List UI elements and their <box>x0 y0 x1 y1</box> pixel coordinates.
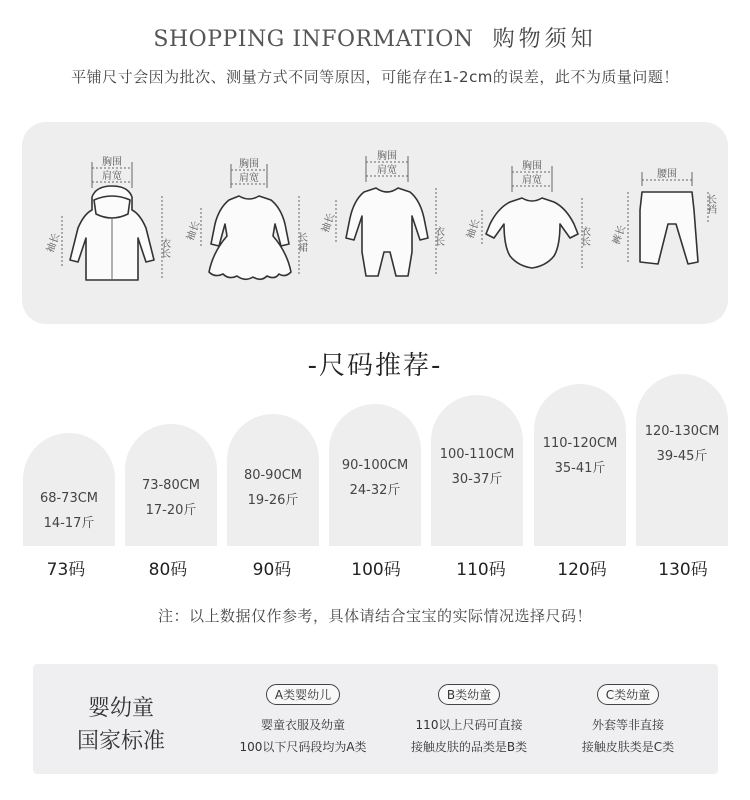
size-weight: 30-37斤 <box>451 471 503 487</box>
size-weight: 39-45斤 <box>656 448 708 464</box>
length-label: 衣长 <box>578 226 590 246</box>
class-a-badge: A类婴幼儿 <box>266 684 340 705</box>
class-a-line2: 100以下尺码段均为A类 <box>239 739 367 754</box>
size-card-90 <box>227 414 319 546</box>
class-a-column <box>228 684 378 758</box>
size-code: 130码 <box>658 560 708 580</box>
size-height: 110-120CM <box>542 436 618 451</box>
length-label: 衣长 <box>432 226 444 246</box>
class-c-line1: 外套等非直接 <box>591 718 664 732</box>
standard-heading <box>77 692 165 758</box>
size-height: 80-90CM <box>243 468 303 483</box>
size-card-120 <box>534 384 626 546</box>
size-footnote: 注：以上数据仅作参考，具体请结合宝宝的实际情况选择尺码！ <box>157 607 592 625</box>
shoulder-label: 肩宽 <box>102 171 122 182</box>
sleeve-label: 袖长 <box>185 219 203 243</box>
romper-diagram <box>322 152 447 302</box>
chest-label: 胸围 <box>102 157 122 168</box>
size-height: 73-80CM <box>141 478 201 493</box>
size-height: 90-100CM <box>341 458 409 473</box>
class-b-line1: 110以上尺码可直接 <box>415 718 523 732</box>
length-label: 衣长 <box>158 238 170 258</box>
standard-heading-line1: 婴幼童 <box>88 696 155 721</box>
size-code: 120码 <box>557 560 607 580</box>
size-recommendation-title: -尺码推荐- <box>307 351 443 381</box>
size-card-73 <box>23 433 115 546</box>
measurement-notice: 平铺尺寸会因为批次、测量方式不同等原因，可能存在1-2cm的误差，此不为质量问题！ <box>71 68 679 86</box>
chest-label: 胸围 <box>377 151 397 162</box>
size-card-130 <box>636 374 728 546</box>
chest-label: 胸围 <box>239 159 259 170</box>
bodysuit-diagram <box>462 152 592 302</box>
size-height: 120-130CM <box>644 424 720 439</box>
class-b-column <box>394 684 544 758</box>
measurement-diagram-panel <box>22 122 728 324</box>
chest-label: 胸围 <box>522 161 542 172</box>
size-code: 80码 <box>148 560 188 580</box>
sleeve-label: 袖长 <box>465 217 483 241</box>
class-a-line1: 婴童衣服及幼童 <box>260 718 345 732</box>
sleeve-label: 袖长 <box>320 211 338 235</box>
size-height: 100-110CM <box>439 447 515 462</box>
pants-diagram <box>612 152 717 302</box>
class-c-badge: C类幼童 <box>597 684 659 705</box>
class-a-description <box>228 715 378 758</box>
size-card-80 <box>125 424 217 546</box>
class-b-badge: B类幼童 <box>438 684 500 705</box>
size-card-100 <box>329 404 421 546</box>
size-card-110 <box>431 395 523 546</box>
dress-diagram <box>187 152 307 302</box>
title-english: SHOPPING INFORMATION <box>153 27 474 52</box>
sleeve-label: 袖长 <box>45 231 63 255</box>
class-c-line2: 接触皮肤类是C类 <box>581 739 675 754</box>
size-weight: 14-17斤 <box>43 515 95 531</box>
title-chinese: 购物须知 <box>492 27 597 52</box>
rise-label: 长裆 <box>704 194 716 214</box>
page-title <box>0 22 750 53</box>
class-c-description <box>553 715 703 758</box>
shoulder-label: 肩宽 <box>377 165 397 176</box>
shoulder-label: 肩宽 <box>522 175 542 186</box>
length-label: 长裙 <box>295 232 307 252</box>
national-standard-panel <box>33 664 718 774</box>
size-code: 110码 <box>456 560 506 580</box>
pants-length-label: 裤长 <box>611 223 629 247</box>
size-weight: 24-32斤 <box>349 482 401 498</box>
size-weight: 17-20斤 <box>145 502 197 518</box>
size-height: 68-73CM <box>39 491 99 506</box>
size-code: 90码 <box>252 560 292 580</box>
class-c-column <box>553 684 703 758</box>
size-weight: 35-41斤 <box>554 460 606 476</box>
standard-heading-line2: 国家标准 <box>77 729 166 754</box>
shoulder-label: 肩宽 <box>239 173 259 184</box>
class-b-description <box>394 715 544 758</box>
size-weight: 19-26斤 <box>247 492 299 508</box>
size-code: 73码 <box>46 560 86 580</box>
hooded-jacket-diagram <box>40 152 170 302</box>
waist-label: 腰围 <box>657 169 677 180</box>
class-b-line2: 接触皮肤的品类是B类 <box>410 739 528 754</box>
size-code: 100码 <box>351 560 401 580</box>
